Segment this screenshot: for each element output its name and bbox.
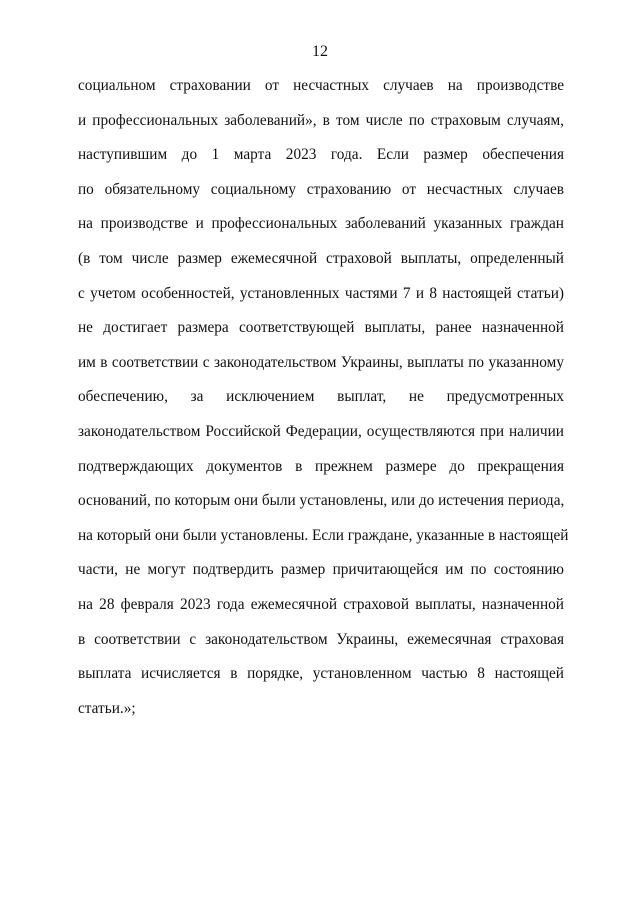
- text-line: оснований, по которым они были установлены, или до истечения периода,: [78, 492, 565, 510]
- text-line: социальном страховании от несчастных случаев на производстве: [78, 77, 564, 94]
- text-line: в соответствии с законодательством Украины, ежемесячная страховая: [78, 630, 564, 648]
- text-line: на 28 февраля 2023 года ежемесячной страховой выплаты, назначенной: [78, 595, 564, 613]
- text-line: выплата исчисляется в порядке, установленном частью 8 настоящей: [78, 665, 564, 683]
- text-line: и профессиональных заболеваний», в том числе по страховым случаям,: [78, 111, 564, 129]
- text-line: на который они были установлены. Если граждане, указанные в настоящей: [78, 526, 569, 544]
- document-body: [78, 76, 569, 733]
- text-line: на производстве и профессиональных заболеваний указанных граждан: [78, 215, 564, 233]
- text-line-last: статьи.»;: [78, 699, 136, 717]
- text-line: не достигает размера соответствующей выплаты, ранее назначенной: [78, 319, 564, 337]
- text-line: по обязательному социальному страхованию от несчастных случаев: [78, 180, 564, 198]
- text-line: им в соответствии с законодательством Украины, выплаты по указанному: [78, 353, 564, 371]
- text-line: с учетом особенностей, установленных частями 7 и 8 настоящей статьи): [78, 284, 564, 302]
- text-line: подтверждающих документов в прежнем размере до прекращения: [78, 457, 564, 475]
- text-line: обеспечению, за исключением выплат, не предусмотренных: [78, 388, 564, 406]
- text-line: наступившим до 1 марта 2023 года. Если размер обеспечения: [78, 146, 564, 164]
- text-line: (в том числе размер ежемесячной страховой выплаты, определенный: [78, 249, 564, 267]
- page-number: 12: [312, 43, 328, 60]
- text-line: законодательством Российской Федерации, осуществляются при наличии: [78, 422, 564, 440]
- text-line: части, не могут подтвердить размер причитающейся им по состоянию: [78, 561, 564, 579]
